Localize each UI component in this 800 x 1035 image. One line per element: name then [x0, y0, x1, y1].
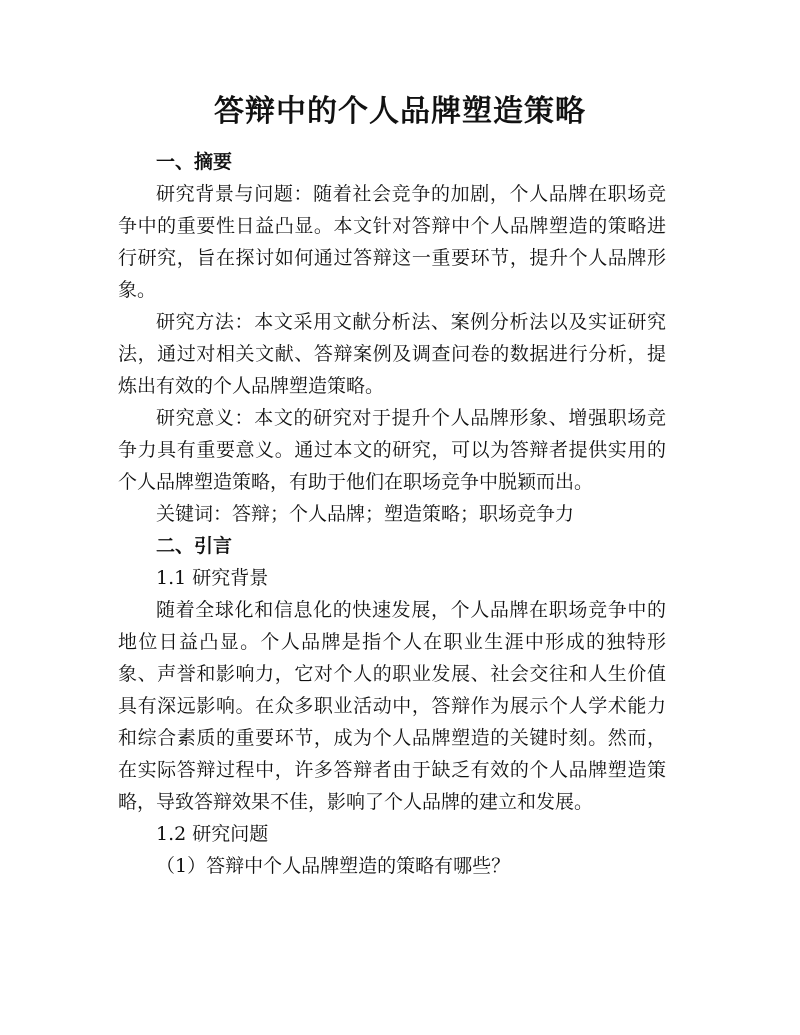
research-background-paragraph: 随着全球化和信息化的快速发展，个人品牌在职场竞争中的地位日益凸显。个人品牌是指个人在职业生涯中形成的独特形象、声誉和影响力，它对个人的职业发展、社会交往和人生价值具有深远影响。在众多职业活动中，答辩作为展示个人学术能力和综合素质的重要环节，成为个人品牌塑造的关键时刻。然而，在实际答辩过程中，许多答辩者由于缺乏有效的个人品牌塑造策略，导致答辩效果不佳，影响了个人品牌的建立和发展。	[118, 599, 666, 813]
abstract-method-paragraph: 研究方法：本文采用文献分析法、案例分析法以及实证研究法，通过对相关文献、答辩案例及调查问卷的数据进行分析，提炼出有效的个人品牌塑造策略。	[118, 311, 666, 397]
document-title: 答辩中的个人品牌塑造策略	[214, 94, 586, 129]
keywords-line: 关键词：答辩；个人品牌；塑造策略；职场竞争力	[156, 503, 575, 525]
abstract-heading: 一、摘要	[156, 151, 233, 173]
introduction-heading: 二、引言	[156, 535, 233, 557]
research-question-item: （1）答辩中个人品牌塑造的策略有哪些？	[156, 855, 511, 877]
document-body	[118, 146, 666, 882]
abstract-background-paragraph: 研究背景与问题：随着社会竞争的加剧，个人品牌在职场竞争中的重要性日益凸显。本文针对答辩中个人品牌塑造的策略进行研究，旨在探讨如何通过答辩这一重要环节，提升个人品牌形象。	[118, 183, 666, 301]
abstract-significance-paragraph: 研究意义：本文的研究对于提升个人品牌形象、增强职场竞争力具有重要意义。通过本文的研究，可以为答辩者提供实用的个人品牌塑造策略，有助于他们在职场竞争中脱颖而出。	[118, 407, 666, 493]
research-background-heading: 1.1 研究背景	[156, 567, 269, 589]
research-questions-heading: 1.2 研究问题	[156, 823, 269, 845]
